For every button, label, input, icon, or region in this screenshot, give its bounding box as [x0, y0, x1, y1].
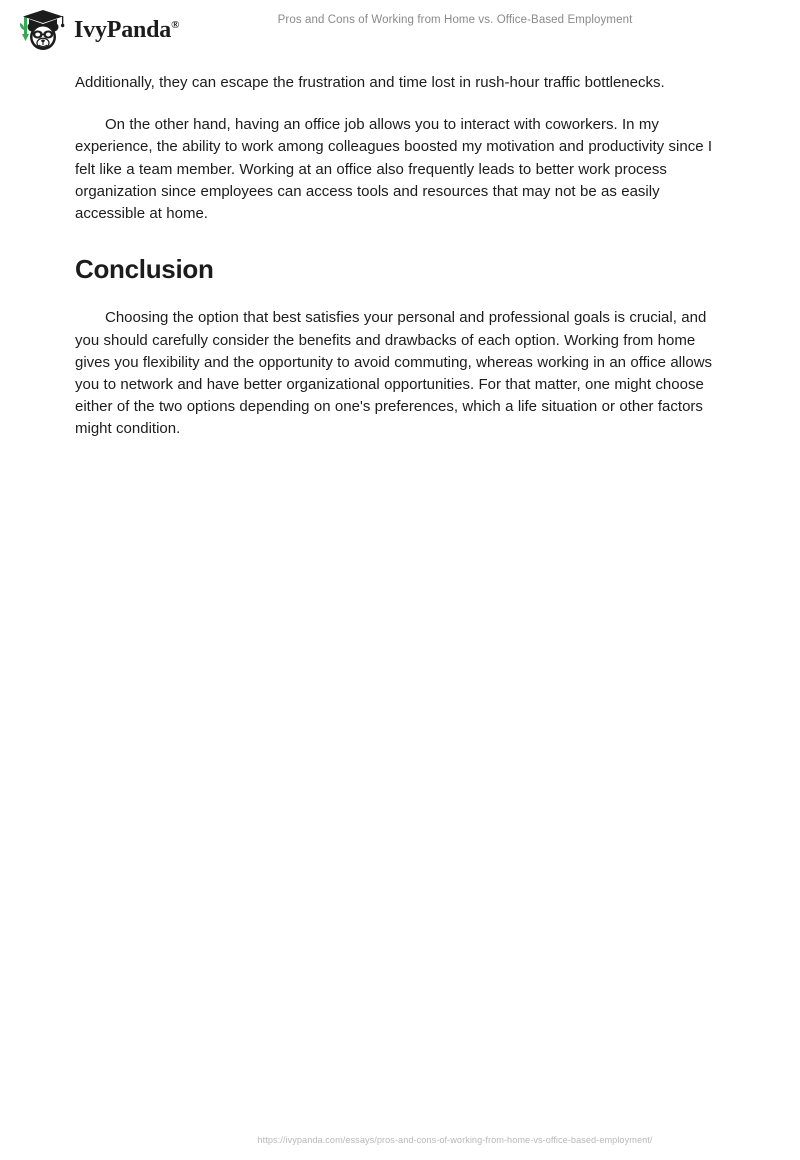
page-header: [0, 0, 800, 62]
paragraph: Choosing the option that best satisfies your personal and professional goals is crucial, and you should carefully consider the benefits and drawbacks of each option. Working from home gives you flexibility and the opportunity to avoid commuting, whereas working in an office allows you to network and have better organizational opportunities. For that matter, one might choose either of the two options depending on one's preferences, which a life situation or other factors might condition.: [75, 309, 713, 438]
running-title: Pros and Cons of Working from Home vs. Office-Based Employment: [277, 14, 633, 26]
page-footer: [0, 1130, 800, 1148]
paragraph: Additionally, they can escape the frustration and time lost in rush-hour traffic bottlenecks.: [75, 74, 665, 91]
section-heading-conclusion: Conclusion: [75, 254, 214, 285]
paragraph: On the other hand, having an office job allows you to interact with coworkers. In my experience, the ability to work among colleagues boosted my motivation and productivity since I felt like a team member. Working at an office also frequently leads to better work process organization since employees can access tools and resources that may not be as easily accessible at home.: [75, 116, 713, 223]
registered-trademark-icon: ®: [171, 19, 180, 31]
document-content: [75, 72, 725, 450]
source-url[interactable]: https://ivypanda.com/essays/pros-and-cons-of-working-from-home-vs-office-based-employment/: [257, 1135, 653, 1145]
brand-name: IvyPanda: [74, 17, 172, 43]
